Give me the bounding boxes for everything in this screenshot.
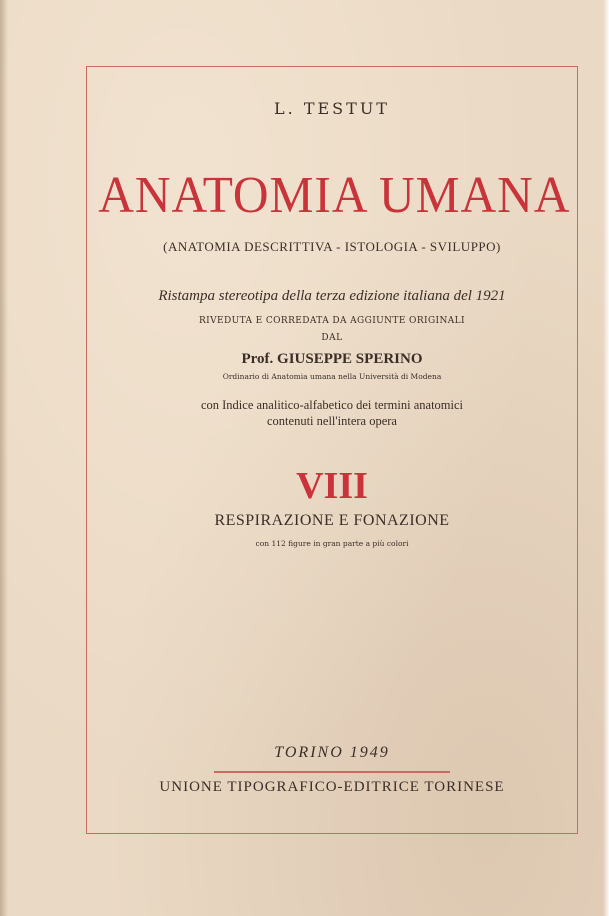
editor-name: Prof. GIUSEPPE SPERINO — [241, 351, 423, 367]
paper-right-edge — [603, 0, 609, 916]
revision-statement: RIVEDUTA E CORREDATA DA AGGIUNTE ORIGINALI — [198, 316, 466, 326]
paper-left-edge — [0, 0, 8, 916]
edition-statement: Ristampa stereotipa della terza edizione italiana del 1921 — [158, 288, 506, 304]
author-name: L. TESTUT — [274, 99, 390, 118]
index-note-line-1: con Indice analitico-alfabetico dei termini anatomici — [200, 398, 464, 412]
book-title: ANATOMIA UMANA — [98, 167, 571, 224]
book-subtitle: (ANATOMIA DESCRITTIVA - ISTOLOGIA - SVILUPPO) — [163, 239, 501, 254]
by-label: DAL — [321, 333, 343, 343]
figures-note: con 112 figure in gran parte a più colori — [255, 539, 409, 548]
publisher-name: UNIONE TIPOGRAFICO-EDITRICE TORINESE — [159, 779, 505, 795]
publisher-divider — [214, 771, 450, 773]
editor-affiliation: Ordinario di Anatomia umana nella Università di Modena — [222, 372, 442, 381]
place-and-year: TORINO 1949 — [274, 744, 390, 761]
volume-number: VIII — [296, 465, 368, 507]
index-note-line-2: contenuti nell'intera opera — [267, 414, 397, 428]
volume-title: RESPIRAZIONE E FONAZIONE — [214, 512, 450, 529]
